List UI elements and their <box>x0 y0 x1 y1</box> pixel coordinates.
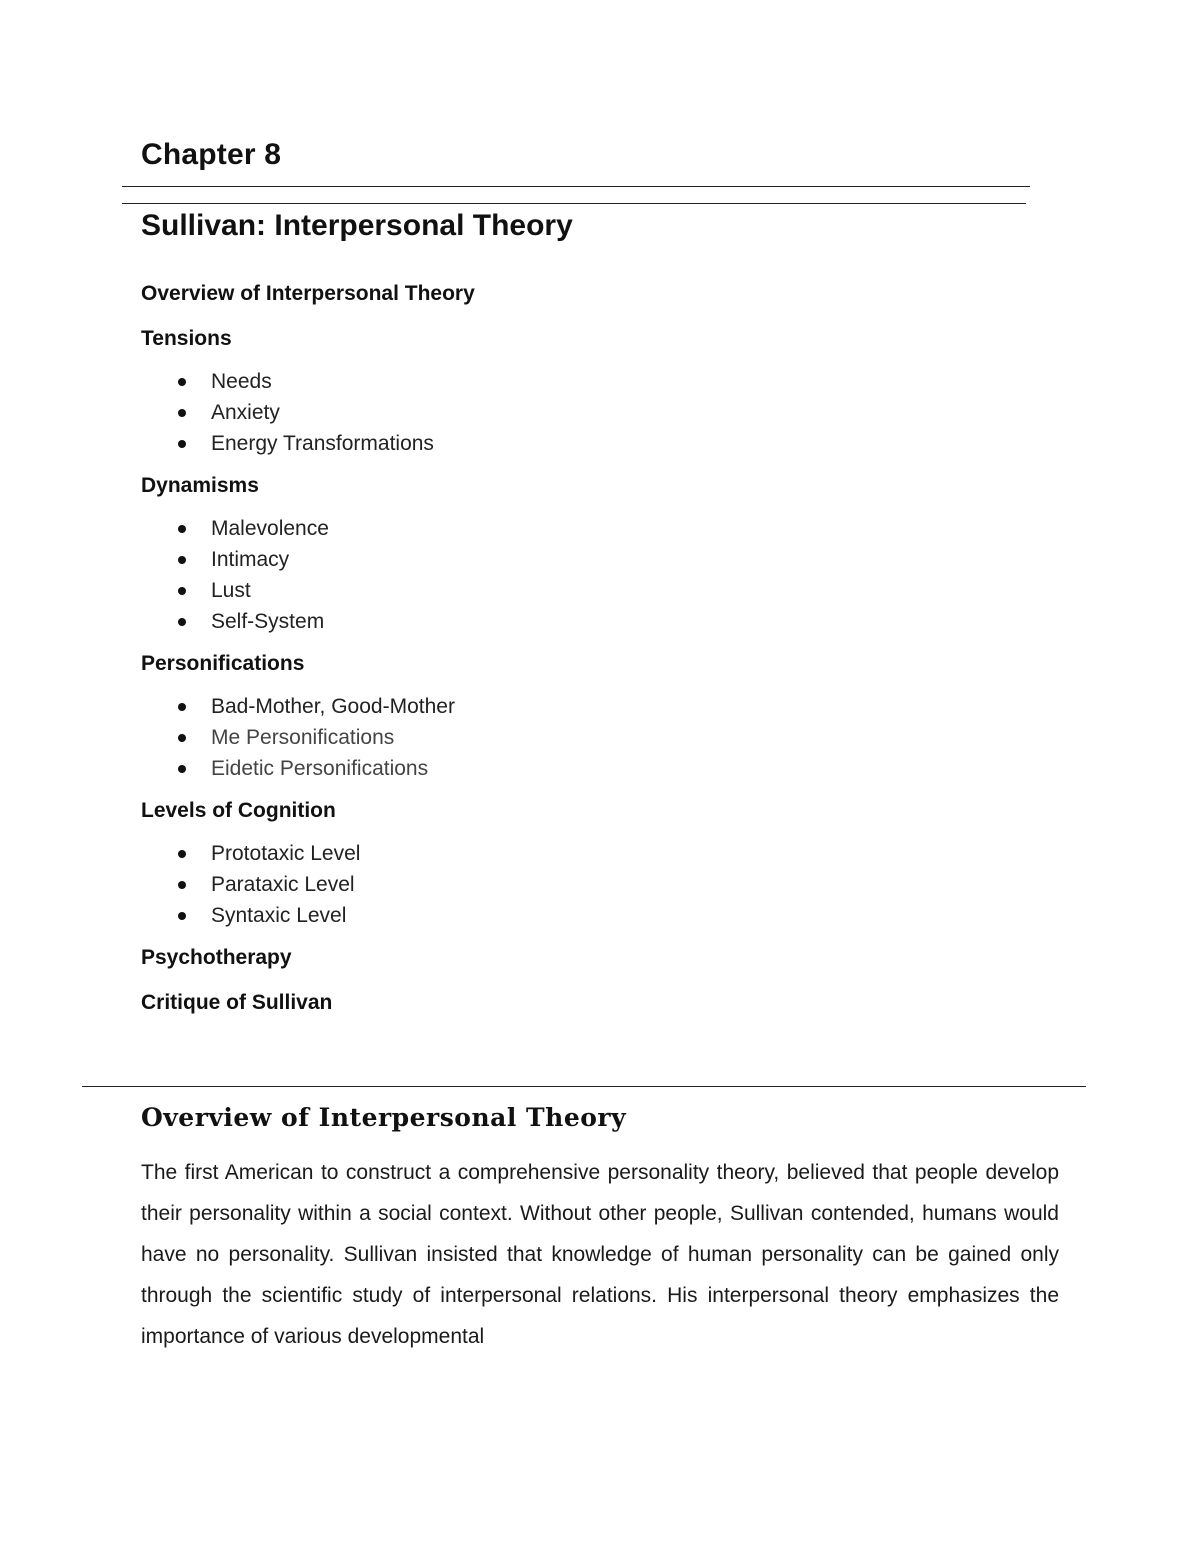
toc-list-dynamisms <box>141 513 1041 637</box>
bullet-icon <box>178 734 186 742</box>
list-item: Intimacy <box>141 544 1041 575</box>
overview-paragraph: The first American to construct a comprehensive personality theory, believed that people develop their personality within a social context. Without other people, Sullivan contended, humans would have no personality. Sullivan insisted that knowledge of human personality can be gained only through the scientific study of interpersonal relations. His interpersonal theory emphasizes the importance of various developmental <box>141 1161 1059 1348</box>
divider <box>122 203 1026 204</box>
list-item: Prototaxic Level <box>141 838 1041 869</box>
toc-heading-psychotherapy: Psychotherapy <box>141 946 292 969</box>
list-item: Syntaxic Level <box>141 900 1041 931</box>
toc-list-personifications <box>141 691 1041 784</box>
toc-heading-personifications: Personifications <box>141 652 305 675</box>
bullet-icon <box>178 881 186 889</box>
bullet-icon <box>178 587 186 595</box>
list-item: Eidetic Personifications <box>141 753 1041 784</box>
divider <box>122 186 1030 187</box>
toc-heading-dynamisms: Dynamisms <box>141 474 259 497</box>
bullet-icon <box>178 850 186 858</box>
bullet-icon <box>178 703 186 711</box>
toc-list-levels-of-cognition <box>141 838 1041 931</box>
toc-heading-overview: Overview of Interpersonal Theory <box>141 282 475 305</box>
bullet-icon <box>178 378 186 386</box>
list-item: Needs <box>141 366 1041 397</box>
page-title: Sullivan: Interpersonal Theory <box>141 209 573 242</box>
bullet-icon <box>178 912 186 920</box>
toc-heading-critique: Critique of Sullivan <box>141 991 333 1014</box>
list-item: Malevolence <box>141 513 1041 544</box>
bullet-icon <box>178 765 186 773</box>
toc-list-tensions <box>141 366 1041 459</box>
bullet-icon <box>178 409 186 417</box>
toc-heading-levels-of-cognition: Levels of Cognition <box>141 799 336 822</box>
bullet-icon <box>178 556 186 564</box>
table-of-contents <box>141 279 1041 1018</box>
section-heading-overview: Overview of Interpersonal Theory <box>141 1103 627 1132</box>
list-item: Self-System <box>141 606 1041 637</box>
bullet-icon <box>178 440 186 448</box>
list-item: Energy Transformations <box>141 428 1041 459</box>
list-item: Bad-Mother, Good-Mother <box>141 691 1041 722</box>
list-item: Lust <box>141 575 1041 606</box>
bullet-icon <box>178 525 186 533</box>
chapter-label: Chapter 8 <box>141 138 282 171</box>
list-item: Parataxic Level <box>141 869 1041 900</box>
bullet-icon <box>178 618 186 626</box>
list-item: Me Personifications <box>141 722 1041 753</box>
list-item: Anxiety <box>141 397 1041 428</box>
toc-heading-tensions: Tensions <box>141 327 232 350</box>
section-divider <box>82 1086 1086 1087</box>
